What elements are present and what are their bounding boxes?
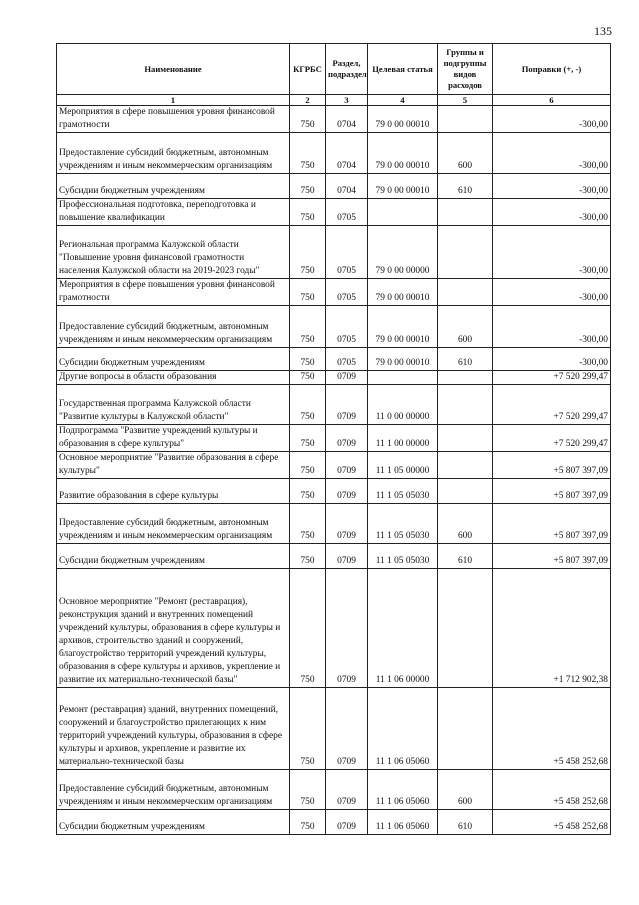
row-expense-type (438, 688, 493, 770)
col-header-kgrbs: КГРБС (290, 44, 326, 95)
table-row (57, 452, 611, 479)
table-row (57, 504, 611, 544)
col-number: 2 (290, 95, 326, 106)
row-name: Предоставление субсидий бюджетным, автономным учреждениям и иным некоммерческим организациям (57, 504, 290, 544)
row-name: Подпрограмма "Развитие учреждений культуры и образования в сфере культуры" (57, 425, 290, 452)
row-name: Другие вопросы в области образования (57, 371, 290, 385)
col-header-expense-type: Группы и подгруппы видов расходов (438, 44, 493, 95)
row-target-article: 79 0 00 00010 (368, 106, 438, 133)
col-number: 4 (368, 95, 438, 106)
row-section: 0709 (326, 479, 368, 504)
row-expense-type: 600 (438, 306, 493, 348)
row-name: Профессиональная подготовка, переподготовка и повышение квалификации (57, 199, 290, 226)
row-name: Мероприятия в сфере повышения уровня финансовой грамотности (57, 279, 290, 306)
row-name: Основное мероприятие "Ремонт (реставрация), реконструкция зданий и внутренних помещений учреждений культуры, образования в сфере культуры и архивов, строительство зданий и сооружений, благоустройство территорий учреждений культуры, образования в сфере культуры и архивов, укрепление и развитие их материально-технической базы" (57, 569, 290, 688)
row-kgrbs: 750 (290, 199, 326, 226)
row-amount: -300,00 (493, 306, 611, 348)
row-expense-type (438, 199, 493, 226)
row-amount: +7 520 299,47 (493, 371, 611, 385)
row-amount: +5 807 397,09 (493, 452, 611, 479)
row-kgrbs: 750 (290, 688, 326, 770)
row-target-article: 79 0 00 00010 (368, 174, 438, 199)
row-expense-type: 610 (438, 810, 493, 835)
row-kgrbs: 750 (290, 569, 326, 688)
row-kgrbs: 750 (290, 348, 326, 371)
row-kgrbs: 750 (290, 174, 326, 199)
row-name: Мероприятия в сфере повышения уровня финансовой грамотности (57, 106, 290, 133)
row-target-article: 11 1 05 05030 (368, 504, 438, 544)
row-name: Субсидии бюджетным учреждениям (57, 348, 290, 371)
row-kgrbs: 750 (290, 544, 326, 569)
row-expense-type (438, 385, 493, 425)
row-amount: -300,00 (493, 106, 611, 133)
row-amount: -300,00 (493, 174, 611, 199)
row-target-article: 11 1 05 05030 (368, 544, 438, 569)
row-expense-type (438, 279, 493, 306)
row-amount: +5 458 252,68 (493, 770, 611, 810)
col-header-section: Раздел, подраздел (326, 44, 368, 95)
row-name: Субсидии бюджетным учреждениям (57, 810, 290, 835)
row-expense-type: 610 (438, 348, 493, 371)
table-row (57, 133, 611, 174)
row-target-article: 11 1 06 05060 (368, 770, 438, 810)
row-expense-type: 600 (438, 504, 493, 544)
table-row (57, 348, 611, 371)
row-name: Предоставление субсидий бюджетным, автономным учреждениям и иным некоммерческим организациям (57, 133, 290, 174)
row-target-article: 79 0 00 00010 (368, 279, 438, 306)
row-amount: +7 520 299,47 (493, 425, 611, 452)
row-section: 0709 (326, 544, 368, 569)
col-header-target-article: Целевая статья (368, 44, 438, 95)
row-name: Основное мероприятие "Развитие образования в сфере культуры" (57, 452, 290, 479)
row-kgrbs: 750 (290, 479, 326, 504)
row-section: 0709 (326, 770, 368, 810)
col-header-name: Наименование (57, 44, 290, 95)
row-section: 0709 (326, 452, 368, 479)
table-row (57, 226, 611, 279)
row-name: Ремонт (реставрация) зданий, внутренних помещений, сооружений и благоустройство прилегающих к ним территорий учреждений культуры, образования в сфере культуры и архивов, укрепление и развитие их материально-технической базы (57, 688, 290, 770)
row-expense-type: 600 (438, 133, 493, 174)
row-section: 0709 (326, 371, 368, 385)
row-amount: -300,00 (493, 348, 611, 371)
col-number: 5 (438, 95, 493, 106)
row-target-article: 79 0 00 00010 (368, 306, 438, 348)
table-row (57, 810, 611, 835)
row-name: Субсидии бюджетным учреждениям (57, 174, 290, 199)
row-kgrbs: 750 (290, 133, 326, 174)
table-row (57, 385, 611, 425)
row-name: Предоставление субсидий бюджетным, автономным учреждениям и иным некоммерческим организациям (57, 306, 290, 348)
row-section: 0705 (326, 306, 368, 348)
row-kgrbs: 750 (290, 452, 326, 479)
row-target-article (368, 371, 438, 385)
row-section: 0709 (326, 504, 368, 544)
col-number: 6 (493, 95, 611, 106)
row-amount: +1 712 902,38 (493, 569, 611, 688)
row-section: 0705 (326, 348, 368, 371)
column-number-row (57, 95, 611, 106)
table-row (57, 279, 611, 306)
row-name: Региональная программа Калужской области "Повышение уровня финансовой грамотности населения Калужской области на 2019-2023 годы" (57, 226, 290, 279)
row-kgrbs: 750 (290, 810, 326, 835)
row-target-article: 11 1 05 00000 (368, 452, 438, 479)
row-kgrbs: 750 (290, 106, 326, 133)
row-kgrbs: 750 (290, 425, 326, 452)
table-row (57, 199, 611, 226)
row-expense-type (438, 106, 493, 133)
row-amount: +5 807 397,09 (493, 479, 611, 504)
table-row (57, 544, 611, 569)
row-expense-type: 610 (438, 174, 493, 199)
row-section: 0705 (326, 279, 368, 306)
row-target-article: 11 0 00 00000 (368, 385, 438, 425)
row-expense-type (438, 479, 493, 504)
row-amount: -300,00 (493, 199, 611, 226)
row-kgrbs: 750 (290, 385, 326, 425)
row-amount: +7 520 299,47 (493, 385, 611, 425)
row-amount: +5 807 397,09 (493, 544, 611, 569)
table-row (57, 371, 611, 385)
row-section: 0705 (326, 199, 368, 226)
table-row (57, 688, 611, 770)
row-expense-type: 610 (438, 544, 493, 569)
row-amount: -300,00 (493, 226, 611, 279)
row-amount: -300,00 (493, 279, 611, 306)
row-expense-type (438, 371, 493, 385)
row-kgrbs: 750 (290, 279, 326, 306)
row-target-article: 11 1 06 05060 (368, 688, 438, 770)
row-section: 0709 (326, 810, 368, 835)
row-target-article (368, 199, 438, 226)
row-expense-type (438, 569, 493, 688)
row-amount: +5 458 252,68 (493, 810, 611, 835)
row-section: 0704 (326, 133, 368, 174)
row-expense-type (438, 226, 493, 279)
budget-amendments-table (56, 43, 611, 835)
row-expense-type (438, 452, 493, 479)
row-name: Предоставление субсидий бюджетным, автономным учреждениям и иным некоммерческим организациям (57, 770, 290, 810)
table-row (57, 106, 611, 133)
table-row (57, 569, 611, 688)
row-kgrbs: 750 (290, 306, 326, 348)
table-row (57, 770, 611, 810)
row-name: Государственная программа Калужской области "Развитие культуры в Калужской области" (57, 385, 290, 425)
row-name: Субсидии бюджетным учреждениям (57, 544, 290, 569)
row-section: 0709 (326, 569, 368, 688)
row-kgrbs: 750 (290, 770, 326, 810)
row-target-article: 11 1 06 05060 (368, 810, 438, 835)
table-row (57, 306, 611, 348)
row-section: 0705 (326, 226, 368, 279)
row-kgrbs: 750 (290, 226, 326, 279)
row-amount: -300,00 (493, 133, 611, 174)
table-row (57, 425, 611, 452)
row-expense-type (438, 425, 493, 452)
row-kgrbs: 750 (290, 504, 326, 544)
row-expense-type: 600 (438, 770, 493, 810)
row-section: 0709 (326, 688, 368, 770)
row-amount: +5 807 397,09 (493, 504, 611, 544)
row-target-article: 79 0 00 00010 (368, 133, 438, 174)
col-number: 3 (326, 95, 368, 106)
row-target-article: 79 0 00 00010 (368, 348, 438, 371)
row-section: 0709 (326, 425, 368, 452)
row-section: 0704 (326, 174, 368, 199)
row-amount: +5 458 252,68 (493, 688, 611, 770)
page-number: 135 (594, 24, 612, 38)
table-row (57, 174, 611, 199)
row-target-article: 79 0 00 00000 (368, 226, 438, 279)
row-section: 0709 (326, 385, 368, 425)
row-target-article: 11 1 00 00000 (368, 425, 438, 452)
header-row (57, 44, 611, 95)
row-name: Развитие образования в сфере культуры (57, 479, 290, 504)
col-header-amendments: Поправки (+, -) (493, 44, 611, 95)
row-section: 0704 (326, 106, 368, 133)
table-row (57, 479, 611, 504)
col-number: 1 (57, 95, 290, 106)
row-target-article: 11 1 06 00000 (368, 569, 438, 688)
row-kgrbs: 750 (290, 371, 326, 385)
row-target-article: 11 1 05 05030 (368, 479, 438, 504)
